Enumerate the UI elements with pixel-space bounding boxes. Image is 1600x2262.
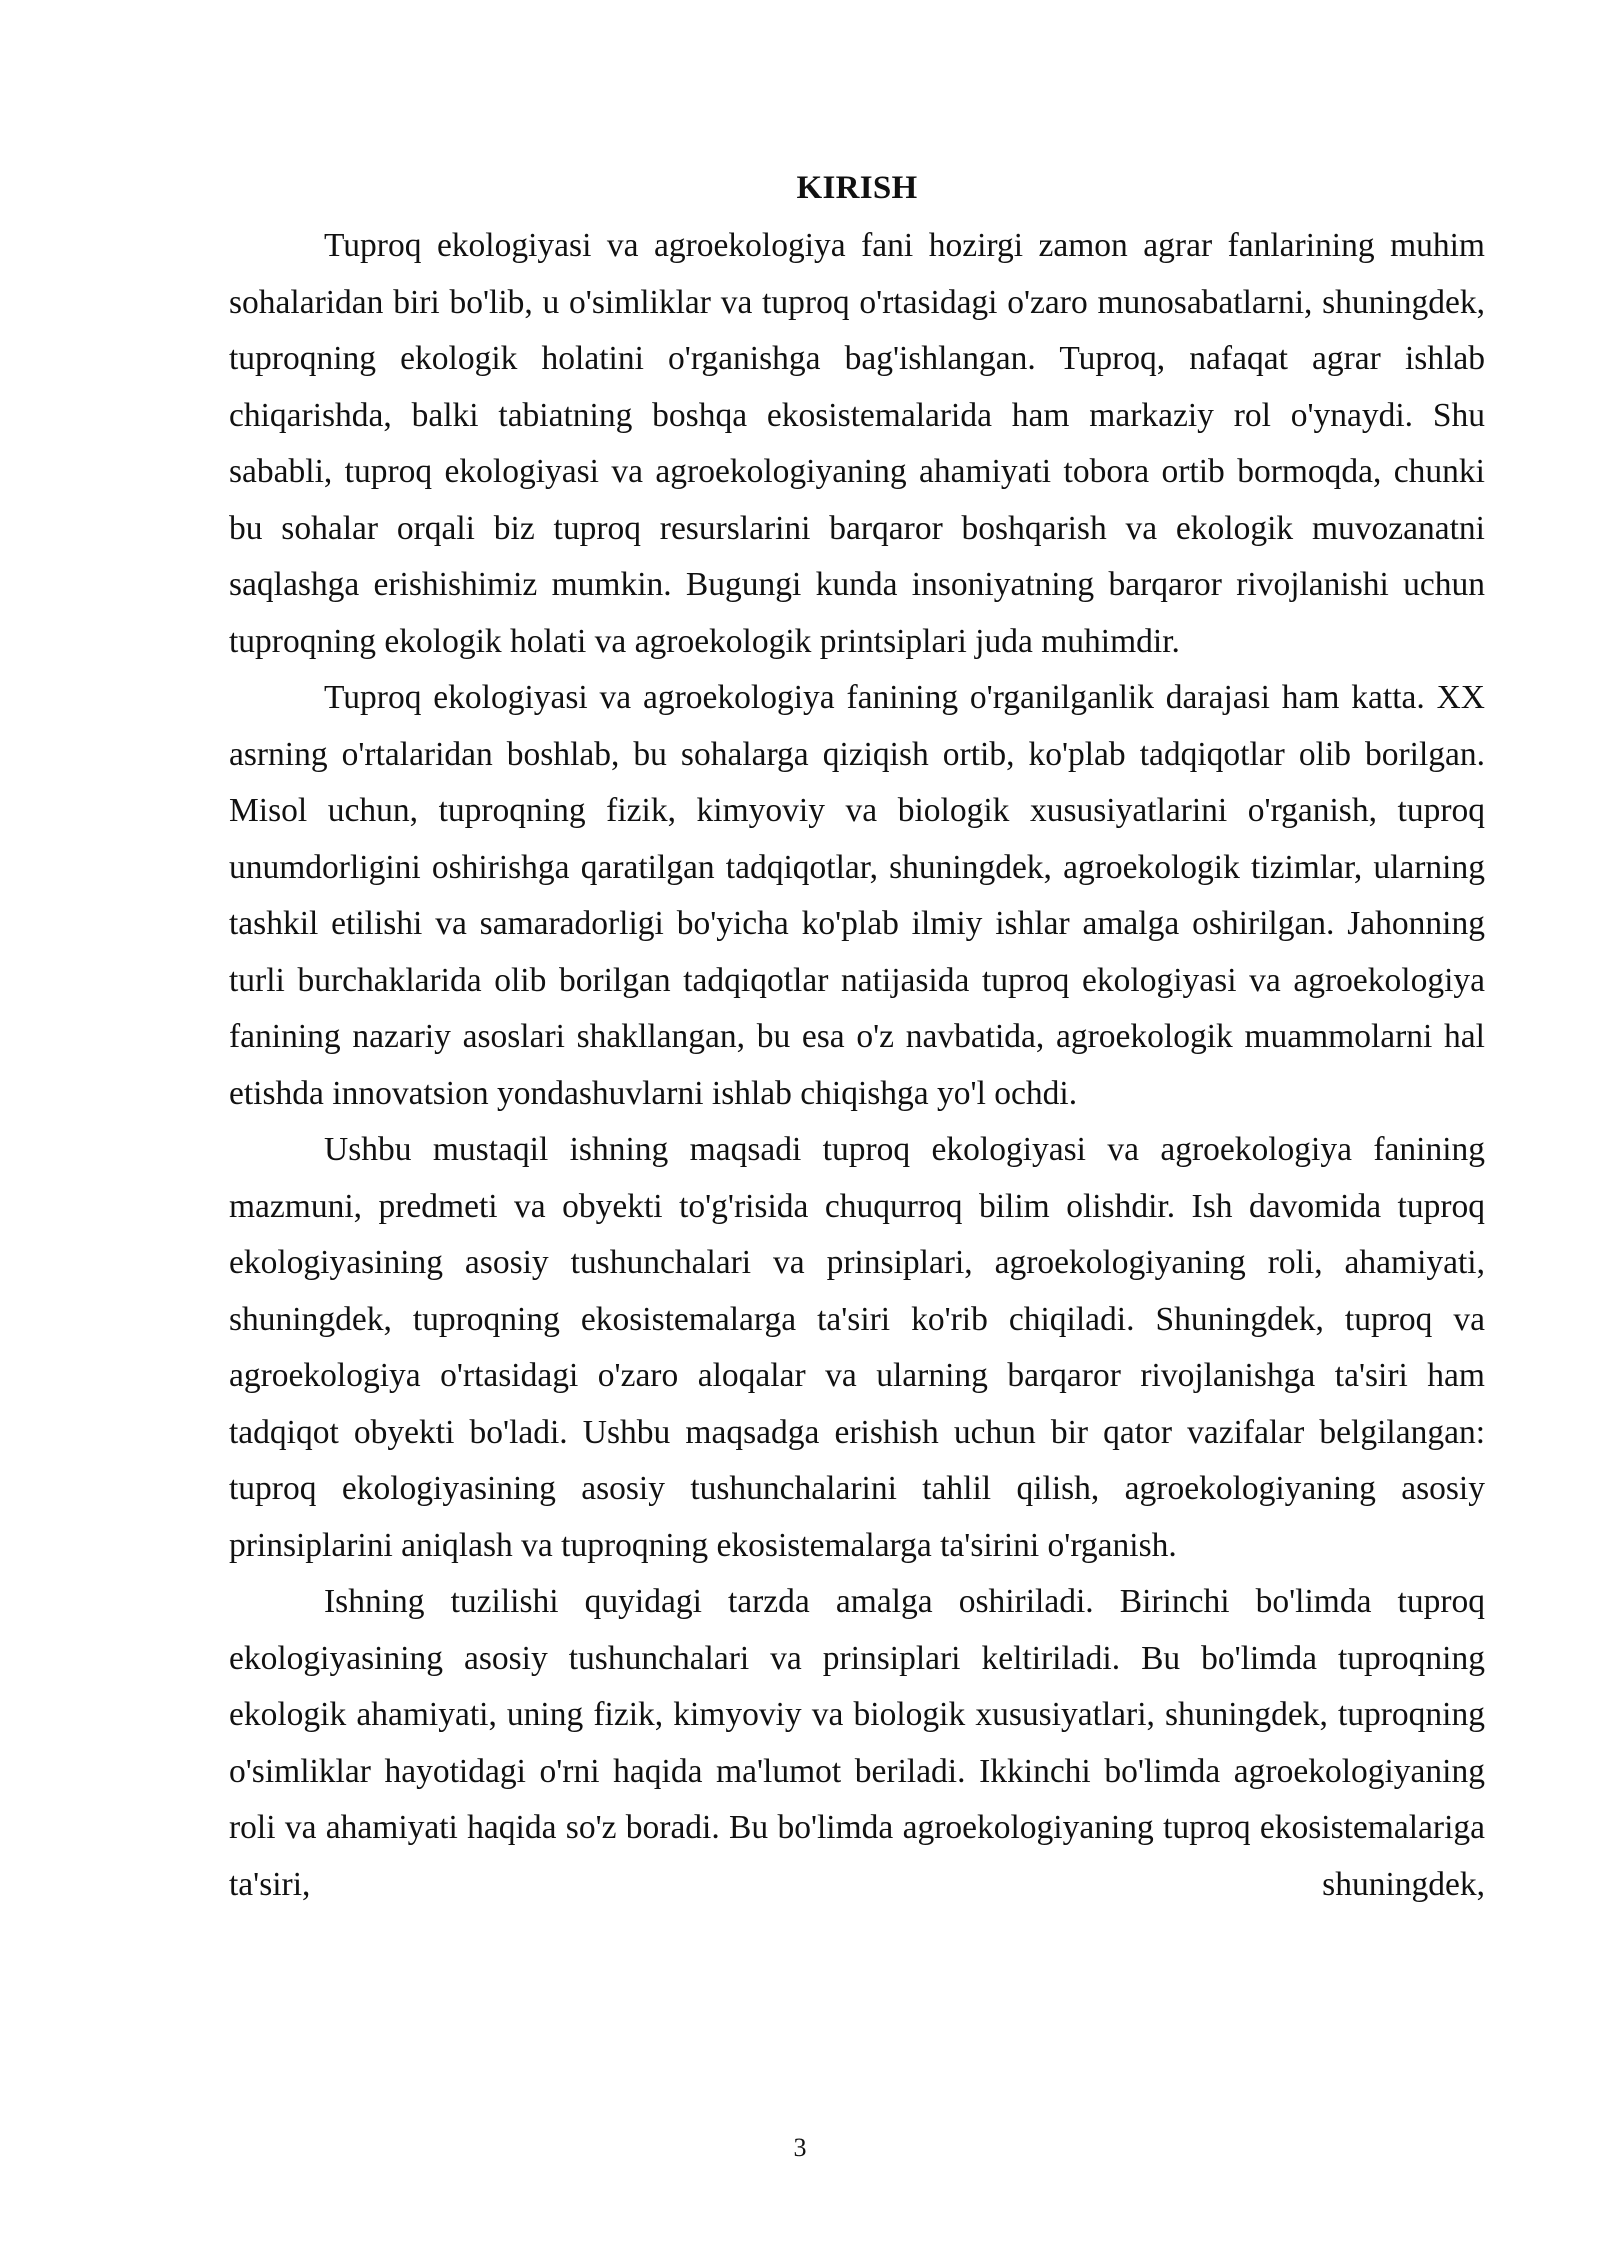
page-content bbox=[229, 160, 1485, 1913]
paragraph-purpose: Ushbu mustaqil ishning maqsadi tuproq ekologiyasi va agroekologiya fanining mazmuni, predmeti va obyekti to'g'risida chuqurroq bilim olishdir. Ish davomida tuproq ekologiyasining asosiy tushunchalari va prinsiplari, agroekologiyaning roli, ahamiyati, shuningdek, tuproqning ekosistemalarga ta'siri ko'rib chiqiladi. Shuningdek, tuproq va agroekologiya o'rtasidagi o'zaro aloqalar va ularning barqaror rivojlanishga ta'siri ham tadqiqot obyekti bo'ladi. Ushbu maqsadga erishish uchun bir qator vazifalar belgilangan: tuproq ekologiyasining asosiy tushunchalarini tahlil qilish, agroekologiyaning asosiy prinsiplarini aniqlash va tuproqning ekosistemalarga ta'sirini o'rganish. bbox=[229, 1131, 1485, 1564]
paragraph-structure: Ishning tuzilishi quyidagi tarzda amalga oshiriladi. Birinchi bo'limda tuproq ekologiyasining asosiy tushunchalari va prinsiplari keltiriladi. Bu bo'limda tuproqning ekologik ahamiyati, uning fizik, kimyoviy va biologik xususiyatlari, shuningdek, tuproqning o'simliklar hayotidagi o'rni haqida ma'lumot beriladi. Ikkinchi bo'limda agroekologiyaning roli va ahamiyati haqida so'z boradi. Bu bo'limda agroekologiyaning tuproq ekosistemalariga ta'siri, shuningdek, bbox=[229, 1583, 1485, 1903]
page-number: 3 bbox=[793, 2133, 807, 2162]
paragraph-research-level: Tuproq ekologiyasi va agroekologiya fanining o'rganilganlik darajasi ham katta. XX asrning o'rtalaridan boshlab, bu sohalarga qiziqish ortib, ko'plab tadqiqotlar olib borilgan. Misol uchun, tuproqning fizik, kimyoviy va biologik xususiyatlarini o'rganish, tuproq unumdorligini oshirishga qaratilgan tadqiqotlar, shuningdek, agroekologik tizimlar, ularning tashkil etilishi va samaradorligi bo'yicha ko'plab ilmiy ishlar amalga oshirilgan. Jahonning turli burchaklarida olib borilgan tadqiqotlar natijasida tuproq ekologiyasi va agroekologiya fanining nazariy asoslari shakllangan, bu esa o'z navbatida, agroekologik muammolarni hal etishda innovatsion yondashuvlarni ishlab chiqishga yo'l ochdi. bbox=[229, 679, 1485, 1112]
paragraph-introduction: Tuproq ekologiyasi va agroekologiya fani hozirgi zamon agrar fanlarining muhim sohalaridan biri bo'lib, u o'simliklar va tuproq o'rtasidagi o'zaro munosabatlarni, shuningdek, tuproqning ekologik holatini o'rganishga bag'ishlangan. Tuproq, nafaqat agrar ishlab chiqarishda, balki tabiatning boshqa ekosistemalarida ham markaziy rol o'ynaydi. Shu sababli, tuproq ekologiyasi va agroekologiyaning ahamiyati tobora ortib bormoqda, chunki bu sohalar orqali biz tuproq resurslarini barqaror boshqarish va ekologik muvozanatni saqlashga erishishimiz mumkin. Bugungi kunda insoniyatning barqaror rivojlanishi uchun tuproqning ekologik holati va agroekologik printsiplari juda muhimdir. bbox=[229, 227, 1485, 660]
section-title: KIRISH bbox=[796, 170, 918, 206]
